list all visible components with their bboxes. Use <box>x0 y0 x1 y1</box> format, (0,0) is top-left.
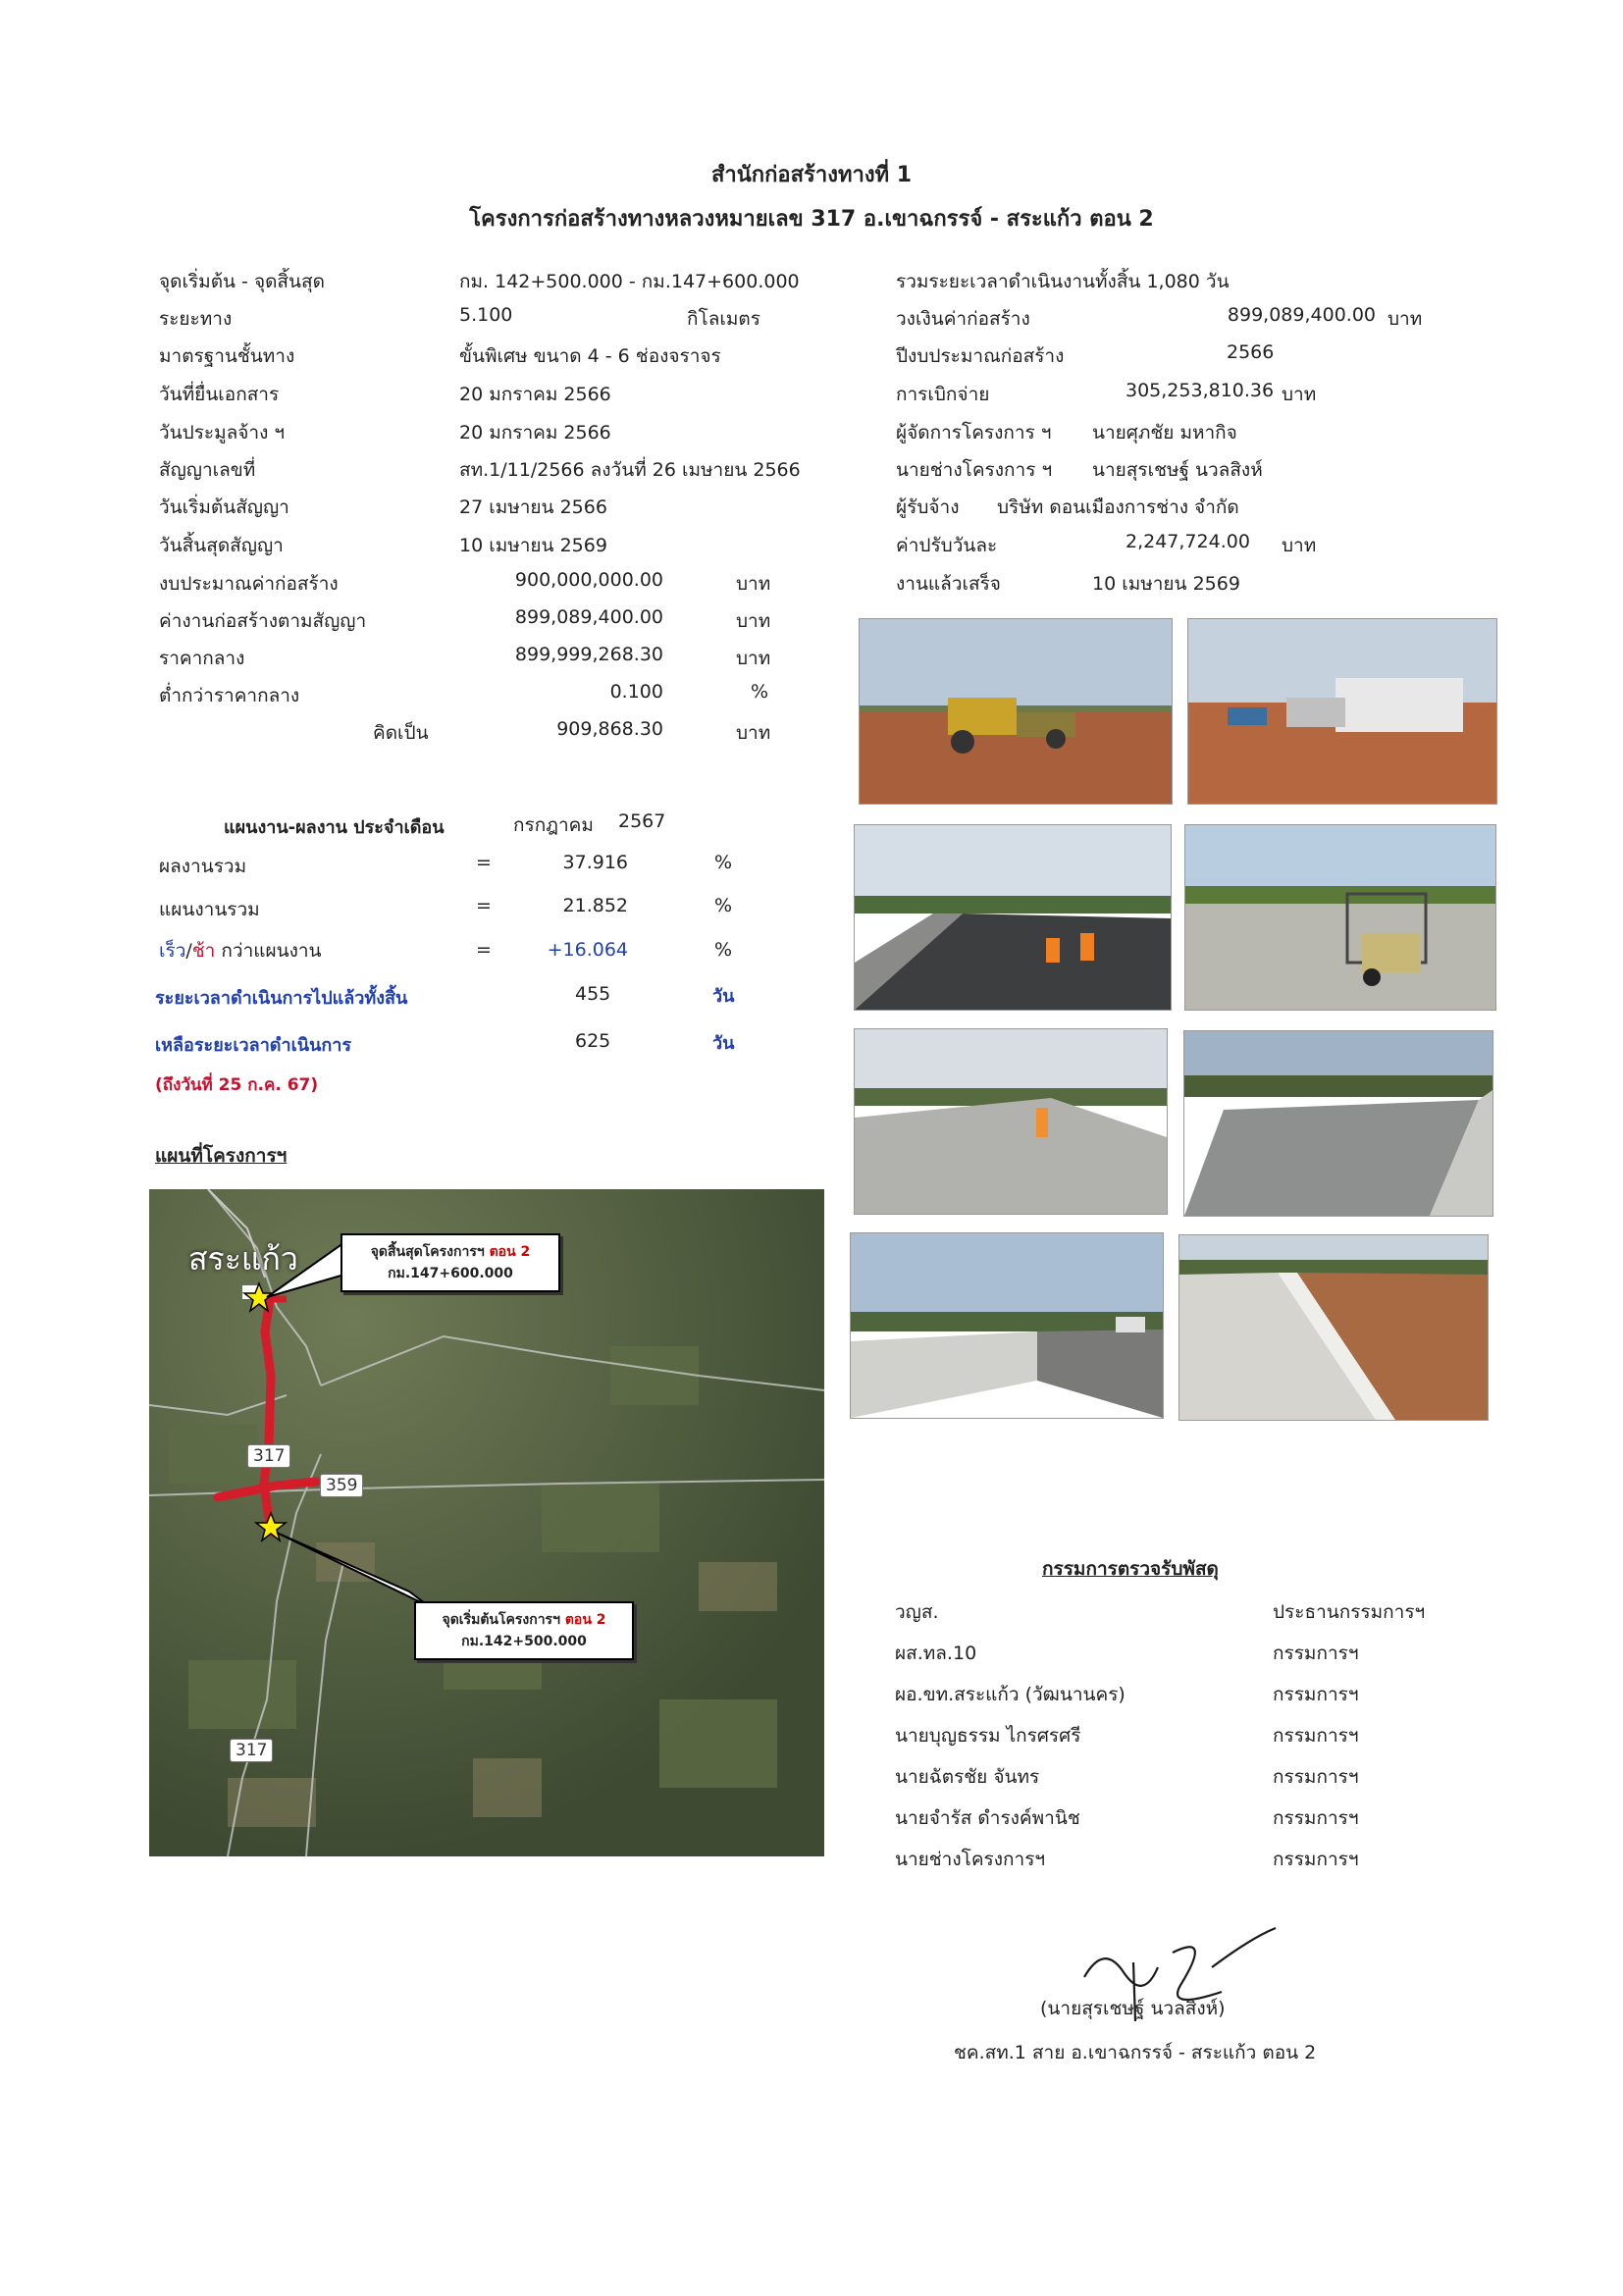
progress-year: 2567 <box>618 810 666 832</box>
remaining-value: 625 <box>575 1030 611 1052</box>
elapsed-label: ระยะเวลาดำเนินการไปแล้วทั้งสิ้น <box>155 988 408 1009</box>
construction-photo <box>1184 1031 1492 1216</box>
photo-paving-machine <box>1184 824 1496 1011</box>
info-label: ผู้รับจ้าง <box>896 496 960 518</box>
budget-label: คิดเป็น <box>373 722 429 744</box>
photo-curb-road <box>1178 1234 1489 1421</box>
committee-member-name: นายฉัตรชัย จันทร <box>895 1766 1040 1788</box>
end-point-km: กม.147+600.000 <box>388 1266 513 1281</box>
info-value: 305,253,810.36 <box>1126 380 1275 401</box>
info-label: ปีงบประมาณก่อสร้าง <box>896 345 1065 367</box>
info-label: มาตรฐานชั้นทาง <box>159 345 295 367</box>
start-label-section: ตอน 2 <box>564 1612 606 1628</box>
info-label: จุดเริ่มต้น - จุดสิ้นสุด <box>159 271 325 292</box>
committee-member-role: กรรมการฯ <box>1273 1643 1359 1664</box>
budget-unit: บาท <box>736 648 771 669</box>
info-unit: กิโลเมตร <box>687 308 760 330</box>
signer-name: (นายสุรเชษฐ์ นวลสิงห์) <box>1040 1998 1226 2019</box>
budget-value: 909,868.30 <box>556 718 663 740</box>
info-unit: บาท <box>1387 308 1423 330</box>
remaining-label: เหลือระยะเวลาดำเนินการ <box>155 1035 352 1056</box>
budget-value: 899,089,400.00 <box>514 606 663 628</box>
start-label-text: จุดเริ่มต้นโครงการฯ <box>442 1612 565 1628</box>
progress-month: กรกฎาคม <box>513 814 594 836</box>
construction-photo <box>860 619 1172 804</box>
info-value: 10 เมษายน 2569 <box>1092 573 1240 595</box>
info-value: ขั้นพิเศษ ขนาด 4 - 6 ช่องจราจร <box>459 345 721 367</box>
progress-eq: = <box>476 852 492 873</box>
progress-eq: = <box>476 939 492 961</box>
info-label: ค่าปรับวันละ <box>896 535 998 556</box>
elapsed-value: 455 <box>575 983 611 1005</box>
info-value: 899,089,400.00 <box>1227 304 1376 326</box>
committee-member-role: กรรมการฯ <box>1273 1807 1359 1829</box>
info-value: นายศุภชัย มหากิจ <box>1092 422 1237 444</box>
progress-unit: % <box>714 852 733 873</box>
office-title: สำนักก่อสร้างทางที่ 1 <box>710 163 913 187</box>
progress-label: ผลงานรวม <box>159 856 247 877</box>
info-label: สัญญาเลขที่ <box>159 459 256 481</box>
committee-member-name: นายจำรัส ดำรงค์พานิช <box>895 1807 1080 1829</box>
committee-member-role: กรรมการฯ <box>1273 1849 1359 1870</box>
construction-photo <box>1179 1235 1488 1420</box>
budget-value: 0.100 <box>609 681 663 703</box>
committee-member-role: กรรมการฯ <box>1273 1766 1359 1788</box>
info-unit: บาท <box>1282 535 1317 556</box>
committee-heading: กรรมการตรวจรับพัสดุ <box>1042 1558 1219 1580</box>
progress-unit: % <box>714 895 733 916</box>
committee-member-role: ประธานกรรมการฯ <box>1273 1601 1426 1623</box>
info-label: วันสิ้นสุดสัญญา <box>159 535 284 556</box>
construction-photo <box>1188 619 1496 804</box>
end-point-label <box>352 1241 549 1263</box>
budget-label: ราคากลาง <box>159 648 245 669</box>
construction-photo <box>855 825 1171 1010</box>
project-title: โครงการก่อสร้างทางหลวงหมายเลข 317 อ.เขาฉกรรจ์ - สระแก้ว ตอน 2 <box>469 207 1154 232</box>
progress-value: 37.916 <box>562 852 628 873</box>
info-label: ระยะทาง <box>159 308 233 330</box>
photo-barrier-wall <box>850 1232 1164 1419</box>
photo-recycler <box>1187 618 1497 805</box>
remaining-unit: วัน <box>712 1033 735 1054</box>
road-shield-359: 359 <box>320 1474 363 1497</box>
budget-unit: % <box>751 681 769 703</box>
signer-position: ชค.สท.1 สาย อ.เขาฉกรรจ์ - สระแก้ว ตอน 2 <box>954 2042 1317 2063</box>
info-label: การเบิกจ่าย <box>896 384 990 405</box>
committee-member-name: วญส. <box>895 1601 939 1623</box>
budget-unit: บาท <box>736 573 771 595</box>
end-label-section: ตอน 2 <box>489 1244 531 1260</box>
slow-label: ช้า <box>191 940 216 962</box>
photo-workers-road <box>854 824 1172 1011</box>
info-value: กม. 142+500.000 - กม.147+600.000 <box>459 271 800 292</box>
photo-concrete-worker <box>854 1028 1168 1215</box>
info-value: 5.100 <box>459 304 513 326</box>
info-unit: บาท <box>1282 384 1317 405</box>
construction-photo <box>1185 825 1495 1010</box>
end-point-callout <box>340 1233 560 1292</box>
as-of-date: (ถึงวันที่ 25 ก.ค. 67) <box>155 1075 319 1095</box>
info-value: 2566 <box>1227 341 1275 363</box>
progress-heading: แผนงาน-ผลงาน ประจำเดือน <box>224 817 445 838</box>
map-heading: แผนที่โครงการฯ <box>155 1145 288 1167</box>
committee-member-role: กรรมการฯ <box>1273 1725 1359 1747</box>
info-label: งานแล้วเสร็จ <box>896 573 1001 595</box>
progress-unit: % <box>714 939 733 961</box>
info-value: 20 มกราคม 2566 <box>459 422 611 444</box>
map-town-label: สระแก้ว <box>188 1240 298 1278</box>
label-sep: / <box>185 940 192 962</box>
budget-label: งบประมาณค่าก่อสร้าง <box>159 573 339 595</box>
progress-value: +16.064 <box>547 939 628 961</box>
fast-label: เร็ว <box>159 940 186 962</box>
info-label: วันที่ยื่นเอกสาร <box>159 384 280 405</box>
end-label-text: จุดสิ้นสุดโครงการฯ <box>370 1244 490 1260</box>
info-label: วันประมูลจ้าง ฯ <box>159 422 286 444</box>
budget-label: ต่ำกว่าราคากลาง <box>159 685 300 706</box>
info-label: วันเริ่มต้นสัญญา <box>159 496 289 518</box>
budget-value: 900,000,000.00 <box>514 569 663 591</box>
budget-label: ค่างานก่อสร้างตามสัญญา <box>159 610 367 632</box>
info-value: 10 เมษายน 2569 <box>459 535 607 556</box>
road-shield-317-top: 317 <box>247 1444 290 1468</box>
info-label: นายช่างโครงการ ฯ <box>896 459 1053 481</box>
progress-eq: = <box>476 895 492 916</box>
committee-member-name: นายช่างโครงการฯ <box>895 1849 1046 1870</box>
committee-member-role: กรรมการฯ <box>1273 1684 1359 1705</box>
info-label: ผู้จัดการโครงการ ฯ <box>896 422 1052 444</box>
construction-photo <box>855 1029 1167 1214</box>
construction-photo <box>851 1233 1163 1418</box>
budget-unit: บาท <box>736 722 771 744</box>
road-shield-317-bottom: 317 <box>230 1739 273 1762</box>
info-value: บริษัท ดอนเมืองการช่าง จำกัด <box>997 496 1239 518</box>
budget-unit: บาท <box>736 610 771 632</box>
project-map <box>149 1189 824 1856</box>
budget-value: 899,999,268.30 <box>514 644 663 665</box>
info-value: นายสุรเชษฐ์ นวลสิงห์ <box>1092 459 1263 481</box>
info-value: 20 มกราคม 2566 <box>459 384 611 405</box>
label-rest: กว่าแผนงาน <box>215 940 322 962</box>
start-point-km: กม.142+500.000 <box>461 1634 587 1649</box>
committee-member-name: ผส.ทล.10 <box>895 1643 977 1664</box>
info-label: วงเงินค่าก่อสร้าง <box>896 308 1030 330</box>
info-value: 2,247,724.00 <box>1126 531 1250 552</box>
elapsed-unit: วัน <box>712 986 735 1007</box>
info-value: สท.1/11/2566 ลงวันที่ 26 เมษายน 2566 <box>459 459 801 481</box>
info-value: 27 เมษายน 2566 <box>459 496 607 518</box>
info-label: รวมระยะเวลาดำเนินงานทั้งสิ้น 1,080 วัน <box>896 271 1230 292</box>
photo-grader <box>859 618 1173 805</box>
progress-value: 21.852 <box>562 895 628 916</box>
photo-bridge-deck <box>1183 1030 1493 1217</box>
start-point-label <box>426 1609 622 1631</box>
committee-member-name: ผอ.ขท.สระแก้ว (วัฒนานคร) <box>895 1684 1126 1705</box>
progress-label <box>159 936 322 965</box>
committee-member-name: นายบุญธรรม ไกรศรศรี <box>895 1725 1081 1747</box>
start-point-callout <box>414 1601 634 1660</box>
progress-label: แผนงานรวม <box>159 899 260 920</box>
